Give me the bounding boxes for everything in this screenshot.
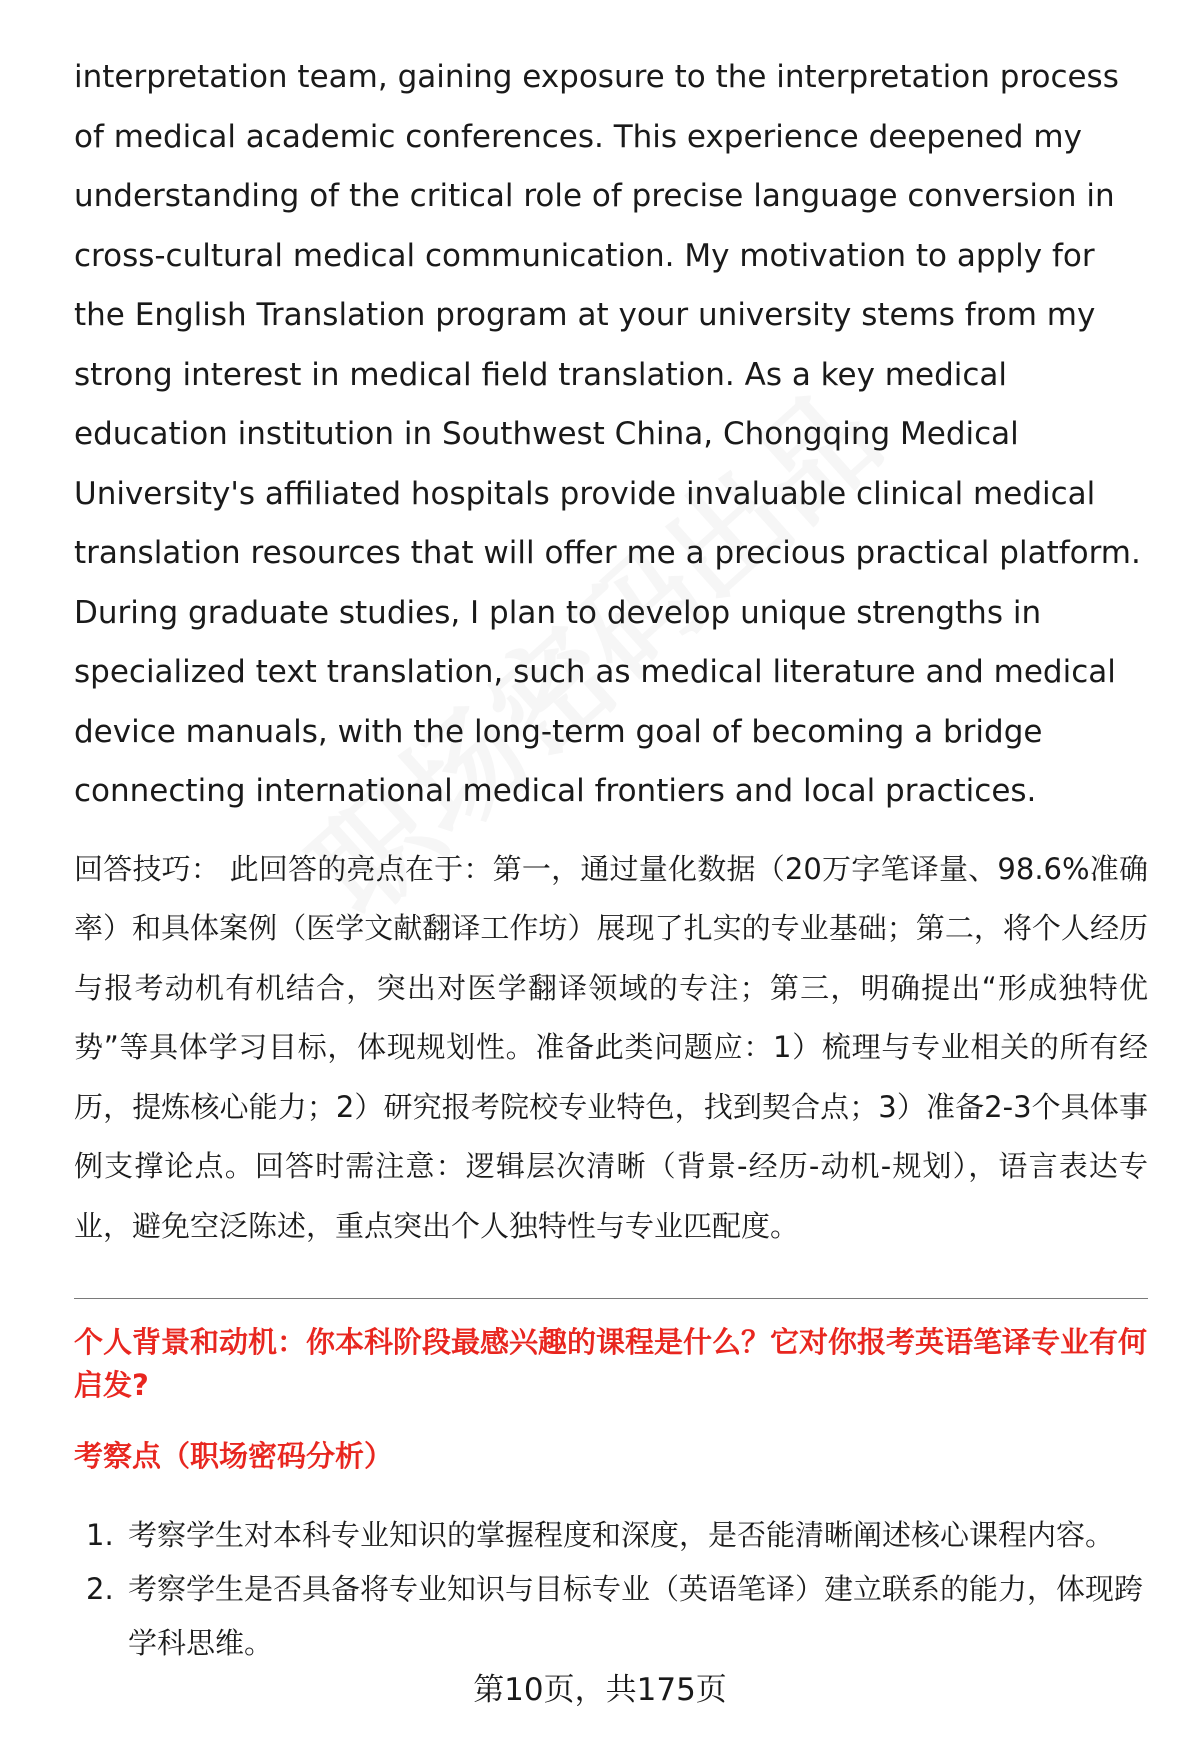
english-answer-paragraph: interpretation team, gaining exposure to the interpretation process of medical academic conferences. This experience deepened my understanding of the critical role of precise language conversion in cross-cultural medical communication. My motivation to apply for the English Translation program at your university stems from my strong interest in medical field translation. As a key medical education institution in Southwest China, Chongqing Medical University's affiliated hospitals provide invaluable clinical medical translation resources that will offer me a precious practical platform. During graduate studies, I plan to develop unique strengths in specialized text translation, such as medical literature and medical device manuals, with the long-term goal of becoming a bridge connecting international medical frontiers and local practices.	[74, 59, 1141, 809]
answer-tips-paragraph: 回答技巧： 此回答的亮点在于：第一，通过量化数据（20万字笔译量、98.6%准确率）和具体案例（医学文献翻译工作坊）展现了扎实的专业基础；第二，将个人经历与报考动机有机结合，突出对医学翻译领域的专注；第三，明确提出“形成独特优势”等具体学习目标，体现规划性。准备此类问题应：1）梳理与专业相关的所有经历，提炼核心能力；2）研究报考院校专业特色，找到契合点；3）准备2-3个具体事例支撑论点。回答时需注意：逻辑层次清晰（背景-经历-动机-规划），语言表达专业，避免空泛陈述，重点突出个人独特性与专业匹配度。	[74, 851, 1148, 1243]
analysis-points-list	[74, 1508, 1148, 1670]
list-item	[74, 1562, 1148, 1670]
list-item-number: 2.	[86, 1572, 114, 1606]
list-item	[74, 1508, 1148, 1562]
question-title: 个人背景和动机：你本科阶段最感兴趣的课程是什么？它对你报考英语笔译专业有何启发?	[74, 1325, 1148, 1402]
analysis-heading: 考察点（职场密码分析）	[74, 1439, 394, 1473]
page-number: 第10页，共175页	[473, 1672, 727, 1708]
list-item-number: 1.	[86, 1518, 114, 1552]
page-content	[74, 48, 1148, 1670]
section-divider	[74, 1298, 1148, 1299]
list-item-text: 考察学生是否具备将专业知识与目标专业（英语笔译）建立联系的能力，体现跨学科思维。	[128, 1572, 1144, 1660]
list-item-text: 考察学生对本科专业知识的掌握程度和深度，是否能清晰阐述核心课程内容。	[128, 1518, 1115, 1552]
